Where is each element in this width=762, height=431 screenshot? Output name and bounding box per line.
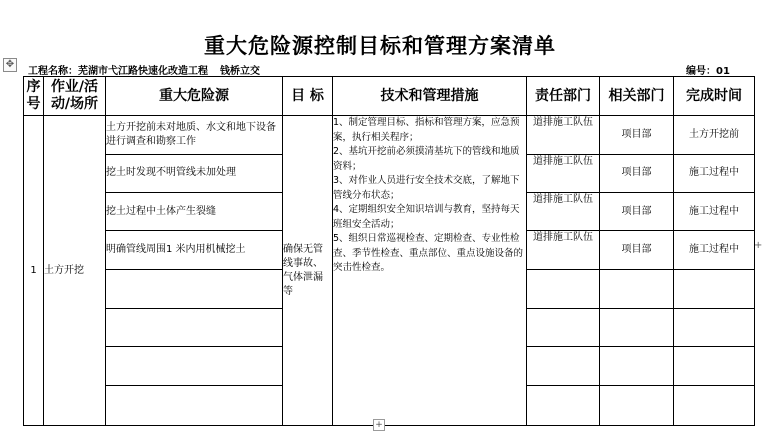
empty-cell: [106, 308, 283, 346]
header-row: [24, 77, 755, 116]
table-row: [24, 116, 755, 154]
related-cell: 项目部: [600, 154, 674, 192]
project-author: 钱桥立交: [220, 66, 260, 77]
empty-cell: [106, 385, 283, 425]
related-cell: 项目部: [600, 231, 674, 269]
measure-line: 1、制定管理目标、指标和管理方案，应急预案，执行相关程序；: [333, 117, 520, 143]
empty-cell: [674, 269, 755, 308]
related-cell: 项目部: [600, 192, 674, 230]
responsible-cell: 道排施工队伍: [527, 231, 600, 269]
empty-cell: [600, 385, 674, 425]
time-cell: 施工过程中: [674, 192, 755, 230]
project-info: [28, 62, 272, 77]
empty-cell: [674, 308, 755, 346]
document-number: 编号：01: [686, 66, 730, 77]
header-no: 序号: [24, 77, 44, 116]
empty-cell: [600, 347, 674, 385]
time-cell: 施工过程中: [674, 154, 755, 192]
project-name: 工程名称：芜湖市弋江路快速化改造工程: [28, 66, 208, 77]
empty-cell: [600, 308, 674, 346]
item-activity: 土方开挖: [44, 116, 106, 426]
empty-cell: [674, 385, 755, 425]
plus-icon[interactable]: +: [373, 419, 385, 431]
header-activity: 作业/活动/场所: [44, 77, 106, 116]
hazard-table: [23, 76, 755, 426]
header-responsible: 责任部门: [527, 77, 600, 116]
time-cell: 施工过程中: [674, 231, 755, 269]
responsible-cell: 道排施工队伍: [527, 154, 600, 192]
measure-line: 5、组织日常巡视检查、定期检查、专业性检查、季节性检查、重点部位、重点设施设备的突击性检查。: [333, 233, 524, 274]
header-related: 相关部门: [600, 77, 674, 116]
empty-cell: [527, 385, 600, 425]
empty-cell: [600, 269, 674, 308]
time-cell: 土方开挖前: [674, 116, 755, 154]
measure-line: 4、定期组织安全知识培训与教育，坚持每天班组安全活动；: [333, 204, 520, 230]
empty-cell: [527, 347, 600, 385]
hazard-cell: 土方开挖前未对地质、水文和地下设备进行调查和勘察工作: [106, 116, 283, 154]
related-cell: 项目部: [600, 116, 674, 154]
hazard-cell: 挖土过程中土体产生裂缝: [106, 192, 283, 230]
empty-cell: [527, 269, 600, 308]
item-measures: [333, 116, 527, 426]
hazard-cell: 挖土时发现不明管线未加处理: [106, 154, 283, 192]
move-icon[interactable]: ✥: [3, 58, 17, 72]
hazard-cell: 明确管线周围1 米内用机械挖土: [106, 231, 283, 269]
item-number: 1: [24, 116, 44, 426]
header-time: 完成时间: [674, 77, 755, 116]
header-hazard: 重大危险源: [106, 77, 283, 116]
empty-cell: [674, 347, 755, 385]
item-target: 确保无管线事故、气体泄漏等: [283, 116, 333, 426]
empty-cell: [527, 308, 600, 346]
empty-cell: [106, 269, 283, 308]
measure-line: 3、对作业人员进行安全技术交底，了解地下管线分布状态；: [333, 175, 520, 201]
responsible-cell: 道排施工队伍: [527, 192, 600, 230]
empty-cell: [106, 347, 283, 385]
measure-line: 2、基坑开挖前必须摸清基坑下的管线和地质资料；: [333, 146, 520, 172]
responsible-cell: 道排施工队伍: [527, 116, 600, 154]
header-measures: 技术和管理措施: [333, 77, 527, 116]
header-target: 目 标: [283, 77, 333, 116]
plus-icon[interactable]: +: [754, 240, 762, 251]
document-title: 重大危险源控制目标和管理方案清单: [204, 33, 556, 58]
